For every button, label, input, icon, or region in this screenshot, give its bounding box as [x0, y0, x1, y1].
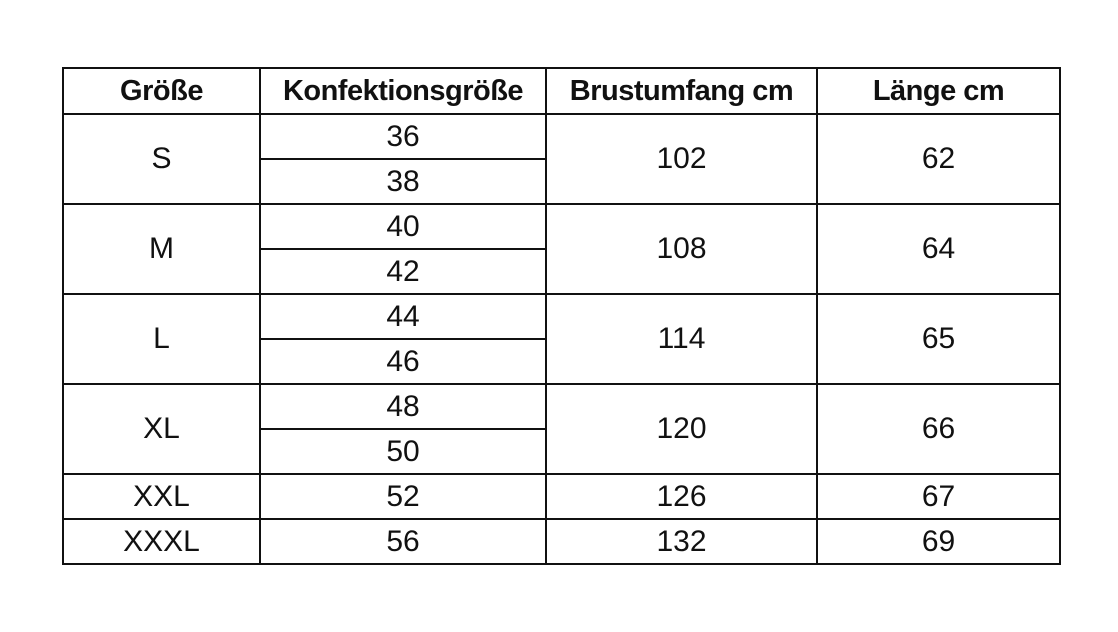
- brustumfang-cell: 126: [546, 474, 817, 519]
- table-row: [63, 294, 1060, 339]
- konfektion-cell: 36: [260, 114, 546, 159]
- header-konfektionsgroesse: Konfektionsgröße: [260, 68, 546, 114]
- size-cell: L: [63, 294, 260, 384]
- header-row: [63, 68, 1060, 114]
- laenge-cell: 62: [817, 114, 1060, 204]
- konfektion-cell: 42: [260, 249, 546, 294]
- size-cell: XL: [63, 384, 260, 474]
- laenge-cell: 64: [817, 204, 1060, 294]
- table-row: [63, 519, 1060, 564]
- brustumfang-cell: 102: [546, 114, 817, 204]
- konfektion-cell: 50: [260, 429, 546, 474]
- table-row: [63, 474, 1060, 519]
- table-row: [63, 114, 1060, 159]
- laenge-cell: 65: [817, 294, 1060, 384]
- size-cell: S: [63, 114, 260, 204]
- size-chart-table: [62, 67, 1061, 565]
- laenge-cell: 66: [817, 384, 1060, 474]
- size-cell: XXL: [63, 474, 260, 519]
- laenge-cell: 69: [817, 519, 1060, 564]
- size-cell: M: [63, 204, 260, 294]
- laenge-cell: 67: [817, 474, 1060, 519]
- brustumfang-cell: 114: [546, 294, 817, 384]
- konfektion-cell: 52: [260, 474, 546, 519]
- konfektion-cell: 44: [260, 294, 546, 339]
- header-groesse: Größe: [63, 68, 260, 114]
- brustumfang-cell: 120: [546, 384, 817, 474]
- table-row: [63, 204, 1060, 249]
- size-cell: XXXL: [63, 519, 260, 564]
- konfektion-cell: 46: [260, 339, 546, 384]
- table-body: [63, 114, 1060, 564]
- konfektion-cell: 40: [260, 204, 546, 249]
- header-laenge: Länge cm: [817, 68, 1060, 114]
- brustumfang-cell: 132: [546, 519, 817, 564]
- table-header: [63, 68, 1060, 114]
- table-row: [63, 384, 1060, 429]
- konfektion-cell: 48: [260, 384, 546, 429]
- brustumfang-cell: 108: [546, 204, 817, 294]
- konfektion-cell: 56: [260, 519, 546, 564]
- konfektion-cell: 38: [260, 159, 546, 204]
- header-brustumfang: Brustumfang cm: [546, 68, 817, 114]
